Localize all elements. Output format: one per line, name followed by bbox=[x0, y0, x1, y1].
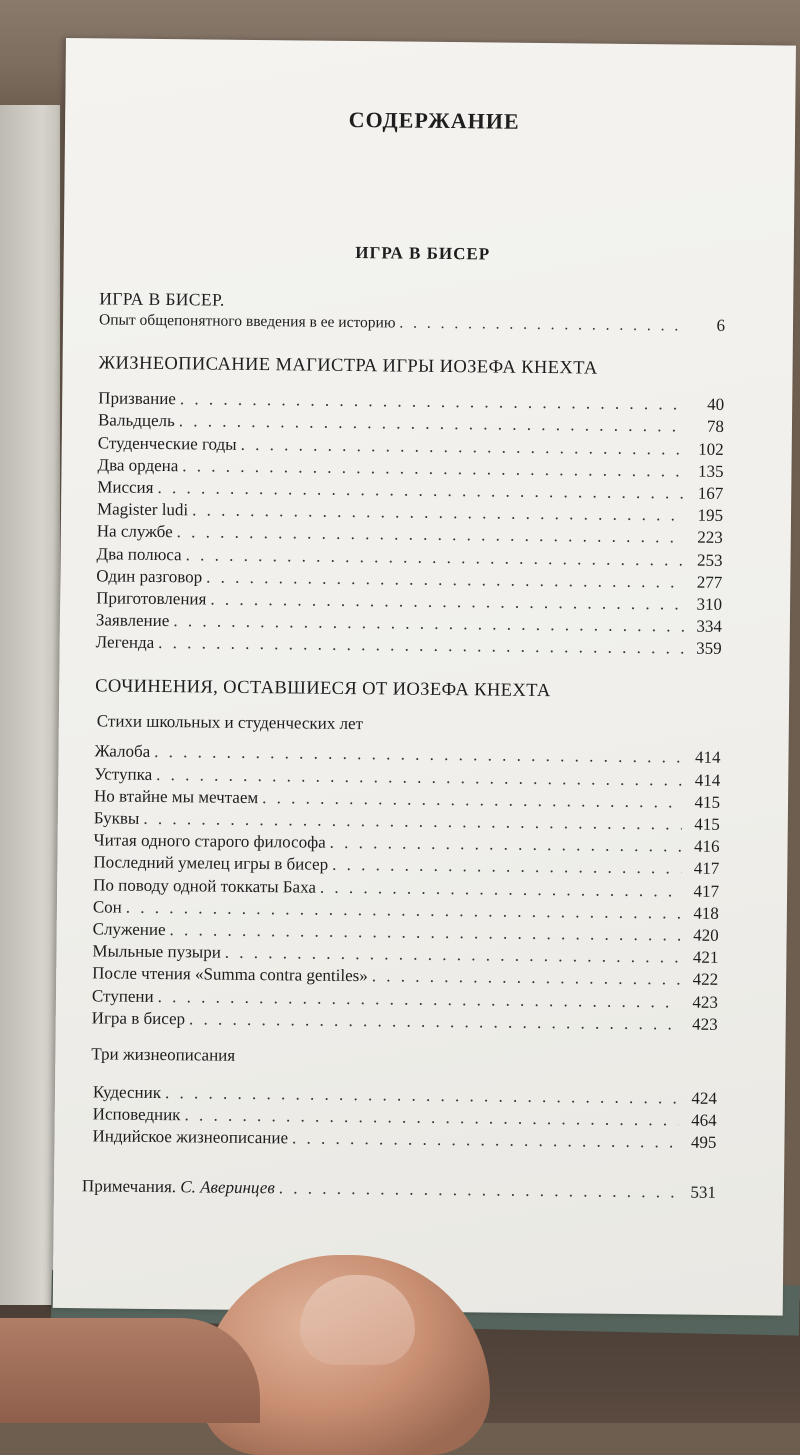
notes-label: Примечания. bbox=[81, 1176, 177, 1197]
poems-title: Стихи школьных и студенческих лет bbox=[96, 711, 364, 734]
section-title: ИГРА В БИСЕР bbox=[355, 243, 491, 264]
entry-title: Кудесник bbox=[92, 1082, 162, 1102]
leader-dots bbox=[192, 500, 685, 525]
leader-dots bbox=[177, 522, 685, 547]
writings-title: СОЧИНЕНИЯ, ОСТАВШИЕСЯ ОТ ИОЗЕФА КНЕХТА bbox=[95, 676, 551, 702]
page-number: 195 bbox=[697, 505, 724, 526]
page-number: 415 bbox=[694, 814, 720, 834]
page-title: СОДЕРЖАНИЕ bbox=[348, 106, 520, 134]
leader-dots bbox=[225, 943, 681, 968]
leader-dots bbox=[332, 855, 681, 879]
leader-dots bbox=[154, 742, 682, 768]
entry-title: Приготовления bbox=[96, 588, 207, 609]
intro-title: ИГРА В БИСЕР. bbox=[99, 288, 225, 310]
entry-title: Но втайне мы мечтаем bbox=[93, 786, 259, 807]
leader-dots bbox=[372, 967, 681, 990]
entry-title: После чтения «Summa contra gentiles» bbox=[92, 963, 368, 986]
entry-title: Два ордена bbox=[97, 455, 179, 475]
page-number: 424 bbox=[691, 1088, 718, 1108]
leader-dots bbox=[320, 877, 681, 901]
leader-dots bbox=[210, 589, 684, 614]
page-number: 531 bbox=[690, 1183, 717, 1203]
page-number: 422 bbox=[692, 969, 719, 990]
page-number: 423 bbox=[692, 1014, 718, 1034]
book-page bbox=[53, 38, 796, 1316]
page-number: 253 bbox=[696, 550, 723, 570]
leader-dots bbox=[180, 389, 686, 414]
entry-title: Игра в бисер bbox=[91, 1008, 186, 1028]
left-page-edge bbox=[0, 105, 60, 1305]
table-of-contents bbox=[81, 104, 727, 1205]
page-number: 6 bbox=[716, 315, 726, 335]
leader-dots bbox=[158, 633, 684, 659]
page-number: 102 bbox=[698, 439, 724, 459]
page-number: 417 bbox=[693, 858, 720, 879]
entry-title: Уступка bbox=[94, 763, 153, 784]
page-number: 167 bbox=[697, 483, 724, 503]
leader-dots bbox=[157, 478, 685, 504]
entry-title: Заявление bbox=[95, 610, 170, 631]
page-number: 418 bbox=[693, 903, 719, 923]
hand bbox=[0, 1318, 260, 1423]
poems-list bbox=[92, 742, 721, 1037]
entry-title: Призвание bbox=[98, 388, 177, 409]
entry-title: По поводу одной токкаты Баха bbox=[93, 874, 317, 897]
entry-title: Студенческие годы bbox=[97, 432, 237, 454]
page-number: 423 bbox=[692, 992, 719, 1012]
page-number: 78 bbox=[706, 417, 725, 437]
leader-dots bbox=[262, 788, 682, 812]
leader-dots bbox=[292, 1129, 679, 1153]
entry-title: Два полюса bbox=[96, 543, 182, 564]
entry-title: Буквы bbox=[93, 808, 140, 828]
entry-title: Вальдцель bbox=[97, 410, 175, 431]
leader-dots bbox=[165, 1083, 679, 1108]
page-number: 417 bbox=[693, 881, 720, 901]
notes-entry bbox=[82, 1177, 275, 1199]
leader-dots bbox=[279, 1179, 678, 1203]
page-number: 414 bbox=[694, 748, 721, 768]
page-number: 415 bbox=[694, 792, 721, 812]
leader-dots bbox=[206, 567, 684, 592]
entry-title: Легенда bbox=[95, 632, 155, 653]
leader-dots bbox=[241, 434, 686, 459]
entry-title: Исповедник bbox=[92, 1104, 181, 1125]
leader-dots bbox=[186, 545, 685, 570]
leader-dots bbox=[158, 987, 681, 1012]
leader-dots bbox=[189, 1009, 680, 1034]
biography-title: ЖИЗНЕОПИСАНИЕ МАГИСТРА ИГРЫ ИОЗЕФА КНЕХТА bbox=[98, 353, 598, 379]
entry-title: Мыльные пузыри bbox=[92, 941, 221, 962]
biography-list bbox=[96, 389, 725, 662]
page-number: 359 bbox=[696, 638, 722, 659]
notes-author: С. Аверинцев bbox=[180, 1177, 275, 1198]
intro-subtitle: Опыт общепонятного введения в ее историю bbox=[98, 311, 396, 332]
page-number: 135 bbox=[697, 461, 724, 481]
leader-dots bbox=[179, 412, 686, 437]
page-number: 277 bbox=[696, 572, 723, 592]
leader-dots bbox=[182, 456, 685, 481]
entry-title: Сон bbox=[92, 897, 122, 917]
leader-dots bbox=[399, 315, 687, 336]
entry-title: Один разговор bbox=[96, 566, 203, 587]
page-number: 421 bbox=[692, 947, 719, 968]
page-number: 420 bbox=[693, 925, 719, 945]
thumbnail-highlight bbox=[300, 1275, 415, 1365]
page-number: 495 bbox=[690, 1132, 717, 1153]
page-number: 334 bbox=[696, 616, 722, 636]
leader-dots bbox=[169, 920, 680, 945]
leader-dots bbox=[156, 765, 682, 791]
entry-title: Последний умелец игры в бисер bbox=[93, 852, 329, 875]
entry-title: Magister ludi bbox=[96, 499, 189, 520]
lives-title: Три жизнеописания bbox=[91, 1044, 236, 1065]
entry-title: Читая одного старого философа bbox=[93, 830, 326, 852]
page-number: 414 bbox=[694, 770, 721, 790]
leader-dots bbox=[173, 611, 684, 636]
leader-dots bbox=[184, 1105, 678, 1130]
page-number: 223 bbox=[697, 527, 723, 548]
entry-title: Индийское жизнеописание bbox=[92, 1126, 289, 1148]
entry-title: Служение bbox=[92, 919, 166, 940]
lives-list bbox=[92, 1082, 717, 1155]
notes-row bbox=[82, 1177, 716, 1206]
entry-title: Ступени bbox=[91, 985, 154, 1006]
entry-title: Миссия bbox=[97, 477, 154, 497]
page-number: 464 bbox=[691, 1110, 717, 1130]
page-number: 40 bbox=[707, 394, 725, 415]
page-number: 416 bbox=[693, 836, 720, 857]
entry-title: Жалоба bbox=[94, 741, 151, 762]
leader-dots bbox=[143, 809, 682, 835]
leader-dots bbox=[330, 833, 682, 857]
page-number: 310 bbox=[696, 594, 723, 614]
intro-entry bbox=[99, 288, 725, 338]
entry-title: На службе bbox=[96, 521, 173, 542]
